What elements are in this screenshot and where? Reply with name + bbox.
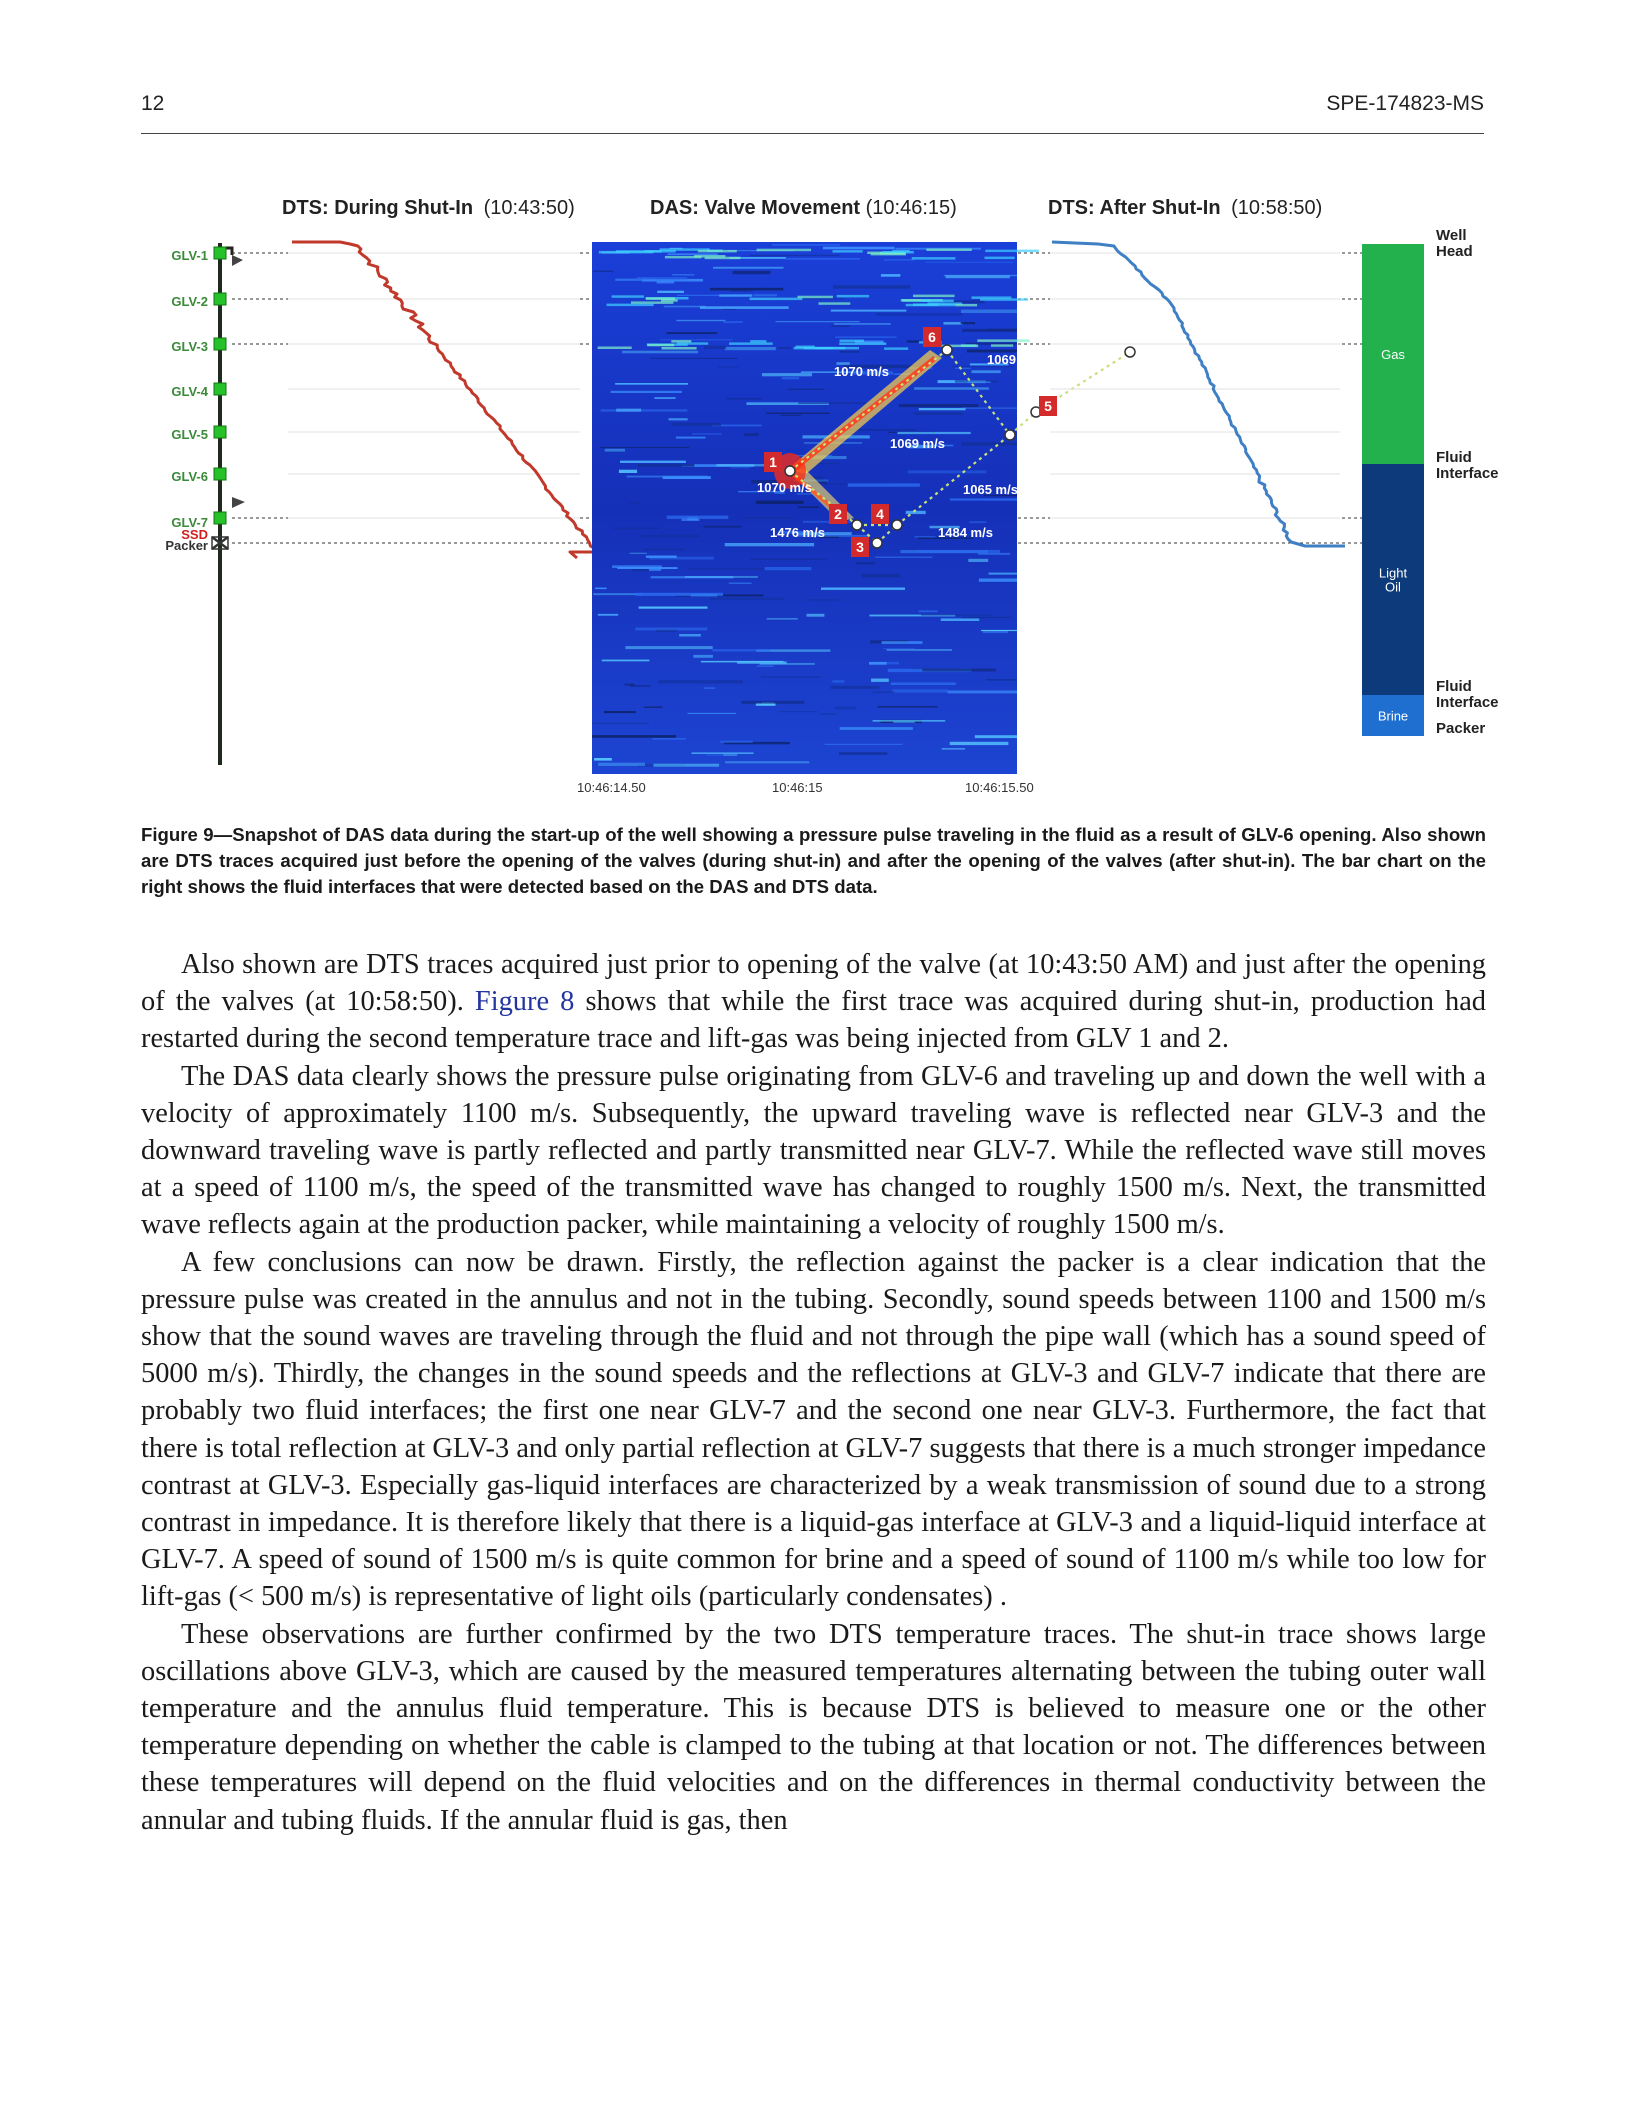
das-streak <box>646 556 677 558</box>
das-streak <box>840 727 913 730</box>
das-bright-streak <box>985 250 1038 253</box>
das-streak <box>725 543 814 546</box>
label-glv-4: GLV-4 <box>171 384 208 399</box>
das-streak <box>835 337 896 338</box>
glv-7-marker <box>214 512 226 524</box>
das-streak <box>710 288 783 291</box>
das-streak <box>750 255 840 257</box>
das-streak <box>908 470 987 473</box>
das-streak <box>644 707 663 709</box>
das-point <box>892 520 902 530</box>
das-bright-streak <box>750 340 766 343</box>
das-streak <box>720 741 752 743</box>
das-streak <box>704 346 726 349</box>
das-bright-streak <box>631 301 673 304</box>
das-bright-streak <box>921 300 954 303</box>
fluid-label: Light <box>1378 565 1408 581</box>
das-streak <box>641 535 700 538</box>
das-bright-streak <box>665 256 702 259</box>
das-streak <box>725 761 809 763</box>
das-streak <box>762 373 812 376</box>
das-bright-streak <box>796 346 815 349</box>
das-bright-streak <box>616 250 662 253</box>
das-streak <box>943 322 962 325</box>
das-streak <box>919 408 966 410</box>
dts-after-plot <box>1050 242 1345 546</box>
das-streak <box>823 247 895 250</box>
das-bright-streak <box>798 296 833 299</box>
das-bright-streak <box>977 339 1029 342</box>
das-streak <box>700 306 789 309</box>
das-streak <box>876 313 963 316</box>
das-streak <box>819 713 836 714</box>
velocity-label: 1476 m/s <box>770 525 825 540</box>
das-streak <box>710 598 784 600</box>
das-streak <box>962 617 1011 618</box>
das-streak <box>892 689 948 692</box>
das-bright-streak <box>884 347 908 350</box>
das-streak <box>948 691 1017 694</box>
well-schematic <box>218 243 245 765</box>
dts-after-time: (10:58:50) <box>1231 197 1323 219</box>
das-bright-streak <box>677 342 708 345</box>
das-streak <box>772 244 840 246</box>
das-streak <box>871 679 889 682</box>
das-streak <box>692 752 754 754</box>
das-streak <box>685 576 758 578</box>
das-streak <box>941 618 979 621</box>
das-streak <box>598 763 645 766</box>
label-fluid-interface-2: Fluid Interface <box>1436 678 1499 711</box>
das-streak <box>592 723 649 724</box>
das-streak <box>704 687 716 689</box>
das-streak <box>615 383 688 385</box>
das-streak <box>637 277 687 280</box>
glv-4-marker <box>214 383 226 395</box>
das-point <box>852 520 862 530</box>
das-bright-streak <box>698 250 737 253</box>
das-streak <box>620 461 686 463</box>
time-tick: 10:46:15.50 <box>965 780 1034 795</box>
glv-1-marker <box>214 247 226 259</box>
das-streak <box>881 274 901 277</box>
das-bright-streak <box>671 340 691 343</box>
das-streak <box>981 630 1017 631</box>
das-streak <box>840 351 860 353</box>
das-bright-streak <box>991 344 1013 347</box>
das-streak <box>650 358 738 359</box>
velocity-label: 1484 m/s <box>938 525 993 540</box>
das-streak <box>737 661 787 663</box>
das-streak <box>782 377 799 379</box>
das-streak <box>600 447 690 448</box>
das-bright-streak <box>819 302 851 305</box>
das-streak <box>761 676 821 678</box>
das-streak <box>918 550 1001 553</box>
label-fluid-interface-1: Fluid Interface <box>1436 449 1499 482</box>
das-streak <box>605 449 625 452</box>
glv-2-marker <box>214 293 226 305</box>
das-streak <box>883 648 915 649</box>
das-streak <box>630 686 651 687</box>
das-streak <box>778 347 791 349</box>
das-streak <box>741 701 804 704</box>
das-streak <box>825 744 903 745</box>
svg-text:DTS: After Shut-In (10:58: <box>1048 197 1322 219</box>
das-streak <box>767 618 798 619</box>
time-tick: 10:46:15 <box>772 780 823 795</box>
glv-5-marker <box>214 426 226 438</box>
das-bright-streak <box>980 298 1028 301</box>
das-streak <box>787 389 824 390</box>
das-streak <box>785 258 860 260</box>
das-point <box>872 538 882 548</box>
das-streak <box>598 614 618 616</box>
das-streak <box>961 442 1017 445</box>
das-streak <box>718 367 738 368</box>
das-streak <box>835 707 856 710</box>
das-streak <box>594 758 612 761</box>
das-bright-streak <box>705 257 741 260</box>
das-bright-streak <box>729 342 773 345</box>
figure-8-link[interactable]: Figure 8 <box>474 986 575 1018</box>
figure-caption: Figure 9—Snapshot of DAS data during the start-up of the well showing a pressure pulse traveling in the fluid as a result of GLV-6 opening. Also shown are DTS traces acquired just before the opening of the valves (during shut-in) and after the opening of the valves (after shut-in). The bar chart on the right shows the fluid interfaces that were detected based on the DAS and DTS data. <box>141 824 1486 897</box>
das-bright-streak <box>750 298 803 301</box>
das-streak <box>882 641 923 644</box>
das-streak <box>593 593 641 595</box>
das-streak <box>719 294 752 297</box>
das-streak <box>968 382 991 383</box>
paragraph-3: A few conclusions can now be drawn. Firstly, the reflection against the packer is a clear indication that the pressure pulse was created in the annulus and not in the tubing. Secondly, sound speeds between 1100 and 1500 m/s show that the sound waves are traveling through the fluid and not through the pipe wall (which has a sound speed of 5000 m/s). Thirdly, the changes in the sound speeds and the reflections at GLV-3 and GLV-7 indicate that there are probably two fluid interfaces; the first one near GLV-7 and the second one near GLV-3. Furthermore, the fact that there is total reflection at GLV-3 and only partial reflection at GLV-7 suggests that there is a much stronger impedance contrast at GLV-3. Especially gas-liquid interfaces are characterized by a weak transmission of sound due to a strong contrast in impedance. It is therefore likely that there is a liquid-gas interface at GLV-3 and a liquid-liquid interface at GLV-7. A speed of sound of 1500 m/s is quite common for brine and a speed of sound of 1100 m/s while too low for lift-gas (< 500 m/s) is representative of light oils (particularly condensates) . <box>141 1246 1486 1613</box>
label-packer: Packer <box>165 538 208 553</box>
das-streak <box>712 649 770 651</box>
das-bright-streak <box>833 250 863 253</box>
das-point <box>942 345 952 355</box>
das-streak <box>831 310 907 312</box>
das-streak <box>961 310 1017 314</box>
das-streak <box>950 498 1017 500</box>
das-bright-streak <box>757 249 812 252</box>
das-streak <box>704 526 742 528</box>
das-streak <box>692 433 721 434</box>
das-streak <box>619 470 637 473</box>
das-streak <box>676 437 706 439</box>
das-streak <box>638 464 694 467</box>
dts-after-title: DTS: After Shut-In <box>1048 197 1221 219</box>
das-streak <box>989 573 1017 575</box>
das-streak <box>616 409 641 412</box>
das-streak <box>727 398 762 399</box>
das-streak <box>921 614 992 615</box>
das-streak <box>635 628 707 631</box>
das-streak <box>754 294 777 296</box>
das-bright-streak <box>662 347 697 350</box>
marker-2: 2 <box>834 506 842 522</box>
das-streak <box>664 306 706 308</box>
das-bright-streak <box>647 344 674 347</box>
das-bright-streak <box>839 343 886 346</box>
das-streak <box>873 692 895 693</box>
das-streak <box>612 565 662 568</box>
das-streak <box>862 574 901 577</box>
das-bright-streak <box>926 249 971 252</box>
das-streak <box>625 646 712 649</box>
das-streak <box>821 588 905 590</box>
das-streak <box>950 742 1009 745</box>
das-point <box>1005 430 1015 440</box>
das-streak <box>654 397 675 399</box>
das-streak <box>611 391 682 393</box>
svg-text:DAS: Valve Movement (10:46 <box>650 197 957 219</box>
paragraph-1: Also shown are DTS traces acquired just prior to opening of the valve (at 10:43:50 AM) and just after the opening of the valves (at 10:58:50). Figure 8 shows that while the first trace was acquired during shut-in, production had restarted during the second temperature trace and lift-gas was being injected from GLV 1 and 2. <box>141 949 1487 1055</box>
marker-5: 5 <box>1044 398 1052 414</box>
dts-after-trace <box>1052 242 1345 546</box>
fluid-label: Gas <box>1381 347 1405 362</box>
das-bright-streak <box>598 347 632 350</box>
das-streak <box>632 569 649 571</box>
velocity-label: 1070 m/s <box>834 364 889 379</box>
das-streak <box>725 347 776 350</box>
das-streak <box>629 502 639 504</box>
das-streak <box>744 433 759 436</box>
das-streak <box>613 528 660 529</box>
fluid-label: Oil <box>1385 579 1401 595</box>
das-bright-streak <box>985 257 1015 260</box>
das-streak <box>887 649 952 650</box>
das-streak <box>667 332 718 334</box>
das-streak <box>765 567 812 570</box>
das-streak <box>775 321 859 322</box>
label-well-head: Well Head <box>1436 227 1473 260</box>
das-streak <box>750 559 826 560</box>
das-bright-streak <box>956 304 977 307</box>
das-streak <box>915 536 936 537</box>
das-streak <box>873 720 946 722</box>
das-streak <box>986 679 1017 681</box>
das-streak <box>706 755 725 756</box>
label-glv-1: GLV-1 <box>171 248 208 263</box>
velocity-label: 1069 m/s <box>987 352 1042 367</box>
das-streak <box>969 521 986 523</box>
das-streak <box>688 713 737 714</box>
dts-shutin-title: DTS: During Shut-In <box>282 197 474 219</box>
glv-3-marker <box>214 338 226 350</box>
das-streak <box>899 404 979 407</box>
das-streak <box>798 402 866 404</box>
das-streak <box>724 754 738 755</box>
marker-6: 6 <box>928 329 936 345</box>
das-streak <box>713 267 784 269</box>
velocity-label: 1069 m/s <box>890 436 945 451</box>
das-bright-streak <box>840 340 864 343</box>
das-streak <box>644 549 684 551</box>
das-streak <box>919 610 938 612</box>
fluid-label: Brine <box>1377 708 1409 724</box>
label-glv-7: GLV-7 <box>171 515 208 530</box>
das-streak <box>962 329 1017 332</box>
das-streak <box>669 418 688 420</box>
das-streak <box>839 752 887 755</box>
das-streak <box>667 516 729 519</box>
marker-4: 4 <box>876 506 884 522</box>
das-streak <box>649 569 661 571</box>
das-streak <box>798 506 819 508</box>
das-time: (10:46:15) <box>865 197 957 219</box>
das-streak <box>663 476 711 479</box>
time-tick: 10:46:14.50 <box>577 780 646 795</box>
das-streak <box>975 735 1017 738</box>
das-streak <box>595 588 607 590</box>
das-streak <box>668 253 718 255</box>
das-streak <box>756 501 804 504</box>
das-bright-streak <box>607 304 654 307</box>
das-streak <box>875 557 932 558</box>
das-streak <box>757 665 774 667</box>
das-streak <box>657 291 684 293</box>
das-streak <box>907 340 921 342</box>
das-streak <box>942 748 965 749</box>
das-streak <box>731 466 750 468</box>
das-streak <box>604 711 636 713</box>
das-streak <box>630 553 647 554</box>
das-point <box>1125 347 1135 357</box>
das-streak <box>622 351 698 354</box>
das-streak <box>891 683 956 686</box>
header-rule <box>141 133 1484 134</box>
das-title: DAS: Valve Movement <box>650 197 861 219</box>
das-bright-streak <box>912 257 956 260</box>
das-streak <box>679 634 701 637</box>
das-streak <box>602 660 650 662</box>
dts-shutin-time: (10:43:50) <box>483 197 575 219</box>
label-glv-3: GLV-3 <box>171 339 208 354</box>
das-streak <box>848 483 920 486</box>
figure-9 <box>140 180 1500 800</box>
velocity-label: 1070 m/s <box>757 480 812 495</box>
das-streak <box>833 285 910 288</box>
das-streak <box>690 568 764 569</box>
label-glv-6: GLV-6 <box>171 469 208 484</box>
das-streak <box>778 711 817 712</box>
das-panel <box>592 242 1135 774</box>
das-streak <box>914 387 989 389</box>
das-streak <box>658 680 743 683</box>
label-packer: Packer <box>1436 720 1486 737</box>
das-streak <box>741 517 793 519</box>
das-streak <box>886 662 899 665</box>
label-glv-2: GLV-2 <box>171 294 208 309</box>
das-bright-streak <box>837 295 869 298</box>
body-text <box>141 946 1486 1839</box>
das-bright-streak <box>892 250 910 253</box>
das-streak <box>625 684 635 686</box>
das-streak <box>809 599 838 601</box>
das-streak <box>914 412 964 414</box>
das-streak <box>733 271 771 274</box>
das-streak <box>898 432 971 434</box>
das-streak <box>672 274 694 275</box>
das-bright-streak <box>871 253 906 256</box>
svg-text:DTS: During Shut-In (10:43 <box>282 197 575 219</box>
das-streak <box>592 735 676 738</box>
das-streak <box>660 339 732 340</box>
das-streak <box>979 579 1017 582</box>
das-streak <box>601 409 688 411</box>
das-bright-streak <box>913 295 955 298</box>
paragraph-4: These observations are further confirmed by the two DTS temperature traces. The shut-in trace shows large oscillations above GLV-3, which are caused by the measured temperatures alternating between the tubing outer wall temperature and the annulus fluid temperature. This is because DTS is believed to measure one or the other temperature depending on whether the cable is clamped to the tubing at that location or not. The differences between these temperatures will depend on the fluid velocities and on the differences in thermal conductivity between the annular and tubing fluids. If the annular fluid is gas, then <box>141 1618 1486 1836</box>
fluid-interface-bar <box>1362 244 1424 736</box>
das-streak <box>922 669 996 672</box>
page-number: 12 <box>141 92 165 115</box>
velocity-label: 1065 m/s <box>963 482 1018 497</box>
das-bright-streak <box>612 295 645 298</box>
das-streak <box>691 594 718 597</box>
das-streak <box>593 271 613 272</box>
das-streak <box>968 559 988 562</box>
das-streak <box>830 686 879 689</box>
das-streak <box>673 423 721 426</box>
paragraph-2: The DAS data clearly shows the pressure pulse originating from GLV-6 and traveling up and down the well with a velocity of approximately 1100 m/s. Subsequently, the upward traveling wave is reflected near GLV-3 and the downward traveling wave is partly reflected and partly transmitted near GLV-7. While the reflected wave still moves at a speed of 1100 m/s, the speed of the transmitted wave has changed to roughly 1500 m/s. Next, the transmitted wave reflects again at the production packer, while maintaining a velocity of roughly 1500 m/s. <box>141 1060 1486 1241</box>
das-streak <box>693 655 713 658</box>
das-streak <box>834 323 891 324</box>
das-streak <box>729 583 752 584</box>
dts-shutin-plot <box>288 242 598 558</box>
das-streak <box>832 680 844 683</box>
das-streak <box>856 562 875 564</box>
das-streak <box>877 706 937 708</box>
das-streak <box>676 320 725 321</box>
das-streak <box>955 368 971 370</box>
paper-id: SPE-174823-MS <box>1326 92 1484 115</box>
das-streak <box>831 326 849 327</box>
glv-6-marker <box>214 468 226 480</box>
das-bright-streak <box>661 299 678 302</box>
das-point <box>785 466 795 476</box>
das-streak <box>869 662 887 665</box>
das-streak <box>925 262 1013 263</box>
das-streak <box>724 321 743 323</box>
das-streak <box>884 259 914 260</box>
label-glv-5: GLV-5 <box>171 427 208 442</box>
das-streak <box>972 370 1001 373</box>
das-streak <box>807 614 825 617</box>
das-streak <box>944 275 1017 276</box>
das-streak <box>781 415 801 416</box>
das-streak <box>653 764 719 767</box>
das-bright-streak <box>913 303 938 306</box>
label-ssd: SSD <box>181 527 208 542</box>
dts-shutin-trace <box>292 242 598 558</box>
das-streak <box>652 738 686 740</box>
marker-1: 1 <box>769 454 777 470</box>
marker-3: 3 <box>856 539 864 555</box>
das-streak <box>961 322 975 324</box>
das-streak <box>766 413 830 414</box>
das-streak <box>639 607 708 609</box>
